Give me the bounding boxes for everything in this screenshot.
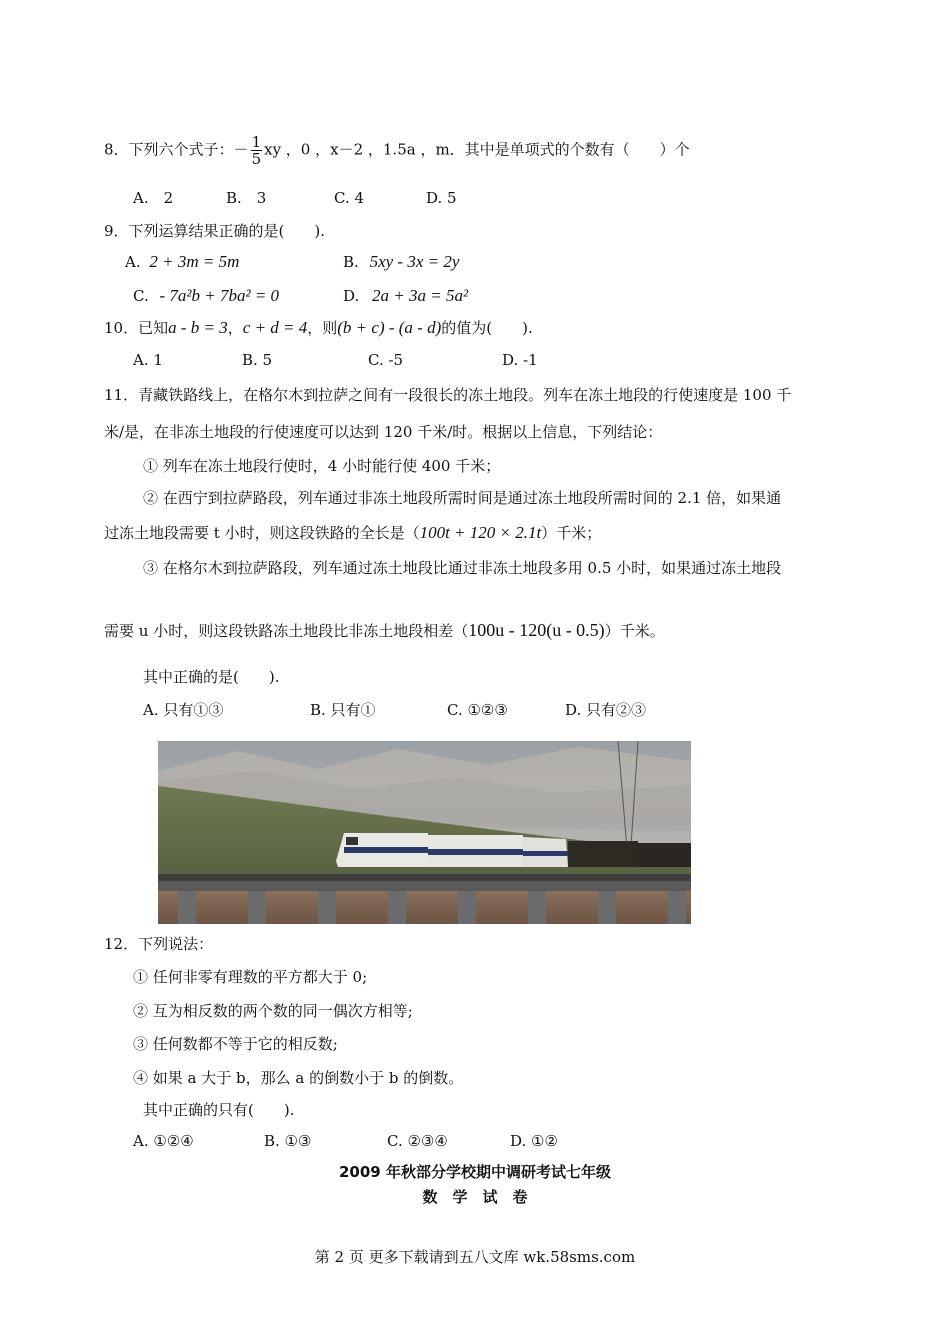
q12-options: [133, 1132, 558, 1150]
q8-frac-num: 1: [251, 133, 262, 151]
train-photo: [158, 741, 691, 924]
q11-option-c: C. ①②③: [447, 701, 508, 719]
exam-title: 2009 年秋部分学校期中调研考试七年级: [339, 1163, 611, 1181]
q12-option-a: A. ①②④: [133, 1132, 194, 1150]
q10-text-2: ，: [227, 319, 243, 337]
q11-s3b-post: ）千米。: [604, 622, 665, 640]
q10-option-b: B. 5: [242, 351, 273, 369]
q9-option-a-expr: 2 + 3m = 5m: [149, 252, 240, 271]
q12-stem: 12．下列说法：: [104, 935, 214, 953]
q12-option-b: B. ①③: [264, 1132, 312, 1150]
q10-options: [133, 351, 538, 369]
q10-option-a: A. 1: [133, 351, 163, 369]
q8-option-a: A. 2: [133, 189, 174, 207]
q11-line-1: 11．青藏铁路线上，在格尔木到拉萨之间有一段很长的冻土地段。列车在冻土地段的行使速度是 100 千: [104, 386, 792, 404]
q9-option-d-expr: 2a + 3a = 5a²: [372, 286, 469, 305]
page-footer: 第 2 页 更多下载请到五八文库 wk.58sms.com: [314, 1248, 636, 1266]
q8-option-b: B. 3: [226, 189, 267, 207]
q12-statement-4: ④ 如果 a 大于 b，那么 a 的倒数小于 b 的倒数。: [133, 1069, 464, 1087]
q8-prefix: 8．下列六个式子：: [104, 140, 234, 159]
q8-stem: [104, 134, 690, 167]
q8-options: [133, 187, 457, 208]
exam-subtitle: 数 学 试 卷: [422, 1188, 528, 1206]
q9-option-d-label: D.: [343, 287, 360, 305]
q11-s3b-expr: 100u - 120(u - 0.5): [468, 620, 605, 640]
q10-stem: [104, 317, 533, 338]
q11-stem-2: 其中正确的是( ).: [143, 668, 280, 686]
q9-option-d: [343, 286, 468, 306]
q9-option-c: [133, 286, 279, 306]
q11-option-a: A. 只有①③: [143, 701, 224, 719]
q8-fraction: [251, 134, 263, 167]
q11-statement-2-cont: [104, 522, 601, 543]
q9-option-c-expr: - 7a²b + 7ba² = 0: [159, 286, 280, 305]
q12-statement-3: ③ 任何数都不等于它的相反数;: [133, 1035, 338, 1053]
q9-stem: 9．下列运算结果正确的是( ).: [104, 222, 326, 240]
q10-expr-3: (b + c) - (a - d): [337, 318, 442, 337]
q11-s2b-pre: 过冻土地段需要 t 小时，则这段铁路的全长是（: [104, 524, 420, 542]
q9-option-a: [125, 252, 239, 272]
q10-option-d: D. -1: [502, 351, 538, 369]
q12-statement-1: ① 任何非零有理数的平方都大于 0;: [133, 968, 368, 986]
q10-expr-1: a - b = 3: [168, 318, 228, 337]
q12-stem-2: 其中正确的只有( ).: [143, 1101, 295, 1119]
q10-option-c: C. -5: [368, 351, 404, 369]
train-photo-illustration: [158, 741, 691, 924]
q8-option-d: D. 5: [426, 189, 457, 207]
q11-s2b-post: ）千米；: [541, 524, 602, 542]
q11-s2b-expr: 100t + 120 × 2.1t: [419, 523, 542, 542]
q8-option-c: C. 4: [334, 189, 365, 207]
q10-text-4: 的值为( ).: [441, 319, 533, 337]
q11-option-b: B. 只有①: [310, 701, 376, 719]
q11-options: [143, 699, 646, 720]
q11-statement-2: ② 在西宁到拉萨路段，列车通过非冻土地段所需时间是通过冻土地段所需时间的 2.1 倍，如果通: [143, 489, 782, 507]
q11-line-2: 米/是，在非冻土地段的行使速度可以达到 120 千米/时。根据以上信息，下列结论：: [104, 423, 663, 441]
q10-text-1: 10．已知: [104, 319, 169, 337]
q9-option-c-label: C.: [133, 287, 149, 305]
q8-rest: xy ，0 ，x－2 ，1.5a ，m．其中是单项式的个数有（ ）个: [264, 140, 690, 159]
q8-minus: －: [233, 140, 249, 159]
q12-statement-2: ② 互为相反数的两个数的同一偶次方相等;: [133, 1002, 413, 1020]
q10-text-3: ，则: [307, 319, 338, 337]
q11-option-d: D. 只有②③: [565, 701, 647, 719]
q12-option-d: D. ①②: [510, 1132, 558, 1150]
q10-expr-2: c + d = 4: [242, 318, 308, 337]
q9-option-b: [343, 252, 459, 272]
q9-option-a-label: A.: [125, 253, 141, 271]
q11-s3b-pre: 需要 u 小时，则这段铁路冻土地段比非冻土地段相差（: [104, 622, 469, 640]
q9-option-b-expr: 5xy - 3x = 2y: [369, 252, 460, 271]
q9-option-b-label: B.: [343, 253, 359, 271]
q8-frac-den: 5: [251, 150, 262, 168]
q11-statement-1: ① 列车在冻土地段行使时，4 小时能行使 400 千米；: [143, 457, 501, 475]
q11-statement-3: ③ 在格尔木到拉萨路段，列车通过冻土地段比通过非冻土地段多用 0.5 小时，如果通过冻土地段: [143, 559, 782, 577]
q12-option-c: C. ②③④: [387, 1132, 448, 1150]
q11-statement-3-cont: [104, 620, 665, 641]
